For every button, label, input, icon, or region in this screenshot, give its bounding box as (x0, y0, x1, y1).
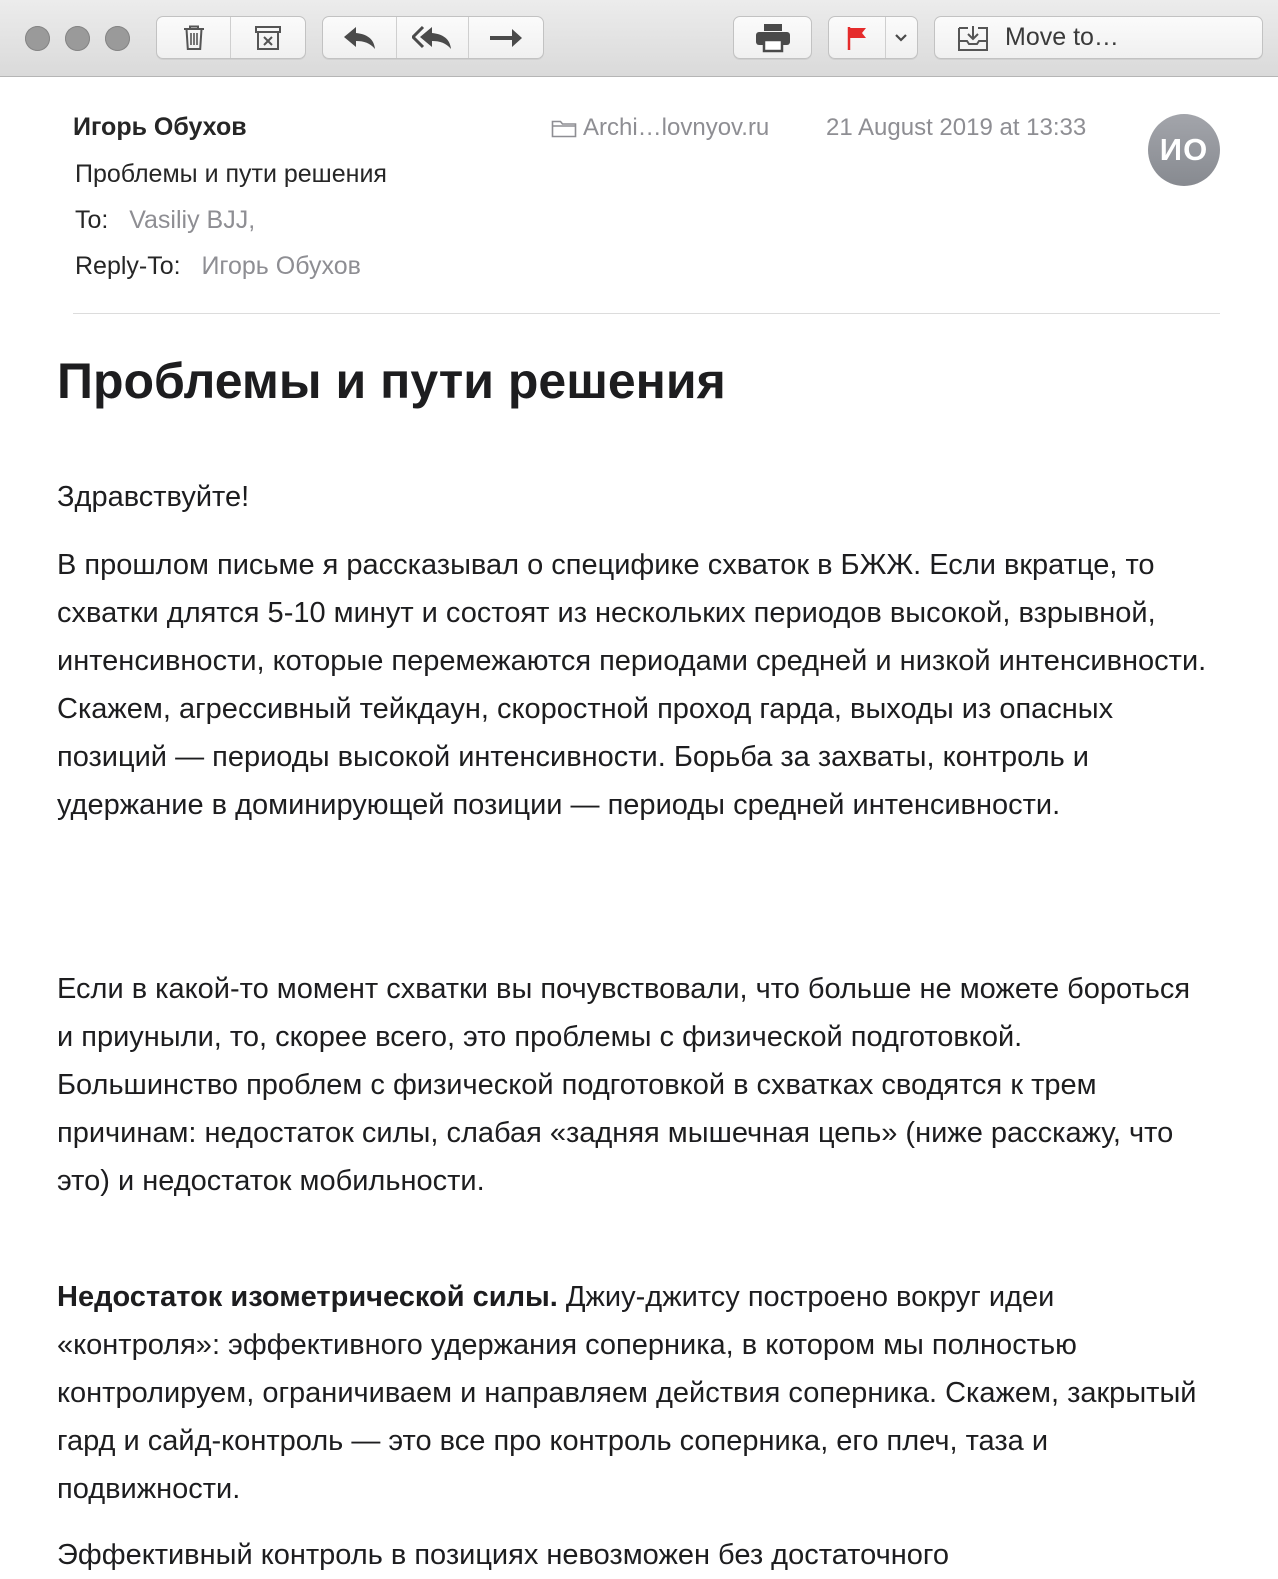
sender-name[interactable]: Игорь Обухов (73, 113, 247, 141)
header-divider (73, 313, 1220, 314)
reply-to-value[interactable]: Игорь Обухов (201, 252, 361, 280)
to-line (75, 206, 255, 235)
paragraph-2: Если в какой-то момент схватки вы почувствовали, что больше не можете бороться и приуныли, то, скорее всего, это проблемы с физической подготовкой. Большинство проблем с физической подготовкой в схватках сводятся к трем причинам: недостаток силы, слабая «задняя мышечная цепь» (ниже расскажу, что это) и недостаток мобильности. (57, 973, 1191, 1197)
paragraph-3-bold: Недостаток изометрической силы. (57, 1281, 558, 1313)
reply-arrow-icon (342, 25, 378, 51)
archive-box-icon (254, 24, 282, 52)
move-to-tray-icon (957, 24, 989, 52)
reply-to-label: Reply-To: (75, 252, 181, 280)
mailbox-name: Archi…lovnyov.ru (583, 114, 770, 141)
paragraph-3 (57, 1273, 1207, 1513)
print-button[interactable] (734, 17, 811, 58)
flag-menu-button[interactable] (886, 17, 917, 58)
delete-archive-group (156, 16, 306, 59)
close-window-button[interactable] (25, 26, 50, 51)
move-to-content (957, 17, 1119, 58)
paragraph-1: В прошлом письме я рассказывал о специфике схваток в БЖЖ. Если вкратце, то схватки длятся 5-10 минут и состоят из нескольких периодов высокой, взрывной, интенсивности, которые перемежаются периодами средней и низкой интенсивности. Скажем, агрессивный тейкдаун, скоростной проход гарда, выходы из опасных позиций — периоды высокой интенсивности. Борьба за захваты, контроль и удержание в доминирующей позиции — периоды средней интенсивности. (57, 549, 1207, 821)
avatar (1148, 114, 1220, 186)
minimize-window-button[interactable] (65, 26, 90, 51)
forward-arrow-icon (488, 25, 524, 51)
avatar-initials: ИО (1159, 132, 1209, 167)
greeting-paragraph: Здравствуйте! (57, 481, 250, 513)
flag-icon (846, 25, 868, 51)
flag-group (828, 16, 918, 59)
mailbox-indicator[interactable] (551, 114, 769, 142)
folder-icon (551, 118, 577, 138)
print-group (733, 16, 812, 59)
reply-to-line (75, 252, 361, 281)
printer-icon (754, 23, 792, 53)
paragraph-3-text: Джиу-джитсу построено вокруг идеи «контроля»: эффективного удержания соперника, в котором мы полностью контролируем, ограничиваем и направляем действия соперника. Скажем, закрытый гард и сайд-контроль — это все про контроль соперника, его плеч, таза и подвижности. (57, 1281, 1197, 1505)
paragraph-4: Эффективный контроль в позициях невозможен без достаточного (57, 1539, 949, 1571)
move-to-label: Move to… (1005, 23, 1119, 51)
toolbar (0, 0, 1278, 77)
zoom-window-button[interactable] (105, 26, 130, 51)
delete-button[interactable] (157, 17, 231, 58)
subject-line: Проблемы и пути решения (75, 160, 387, 188)
body-title: Проблемы и пути решения (57, 353, 726, 409)
to-label: To: (75, 206, 109, 234)
forward-button[interactable] (469, 17, 543, 58)
reply-all-arrow-icon (412, 25, 454, 51)
to-recipient[interactable]: Vasiliy BJJ, (129, 206, 256, 234)
reply-group (322, 16, 544, 59)
reply-all-button[interactable] (397, 17, 468, 58)
message-date: 21 August 2019 at 13:33 (826, 114, 1087, 141)
trash-icon (181, 24, 207, 52)
chevron-down-icon (894, 33, 908, 43)
flag-button[interactable] (829, 17, 886, 58)
move-to-button[interactable] (934, 16, 1263, 59)
archive-button[interactable] (231, 17, 305, 58)
reply-button[interactable] (323, 17, 397, 58)
